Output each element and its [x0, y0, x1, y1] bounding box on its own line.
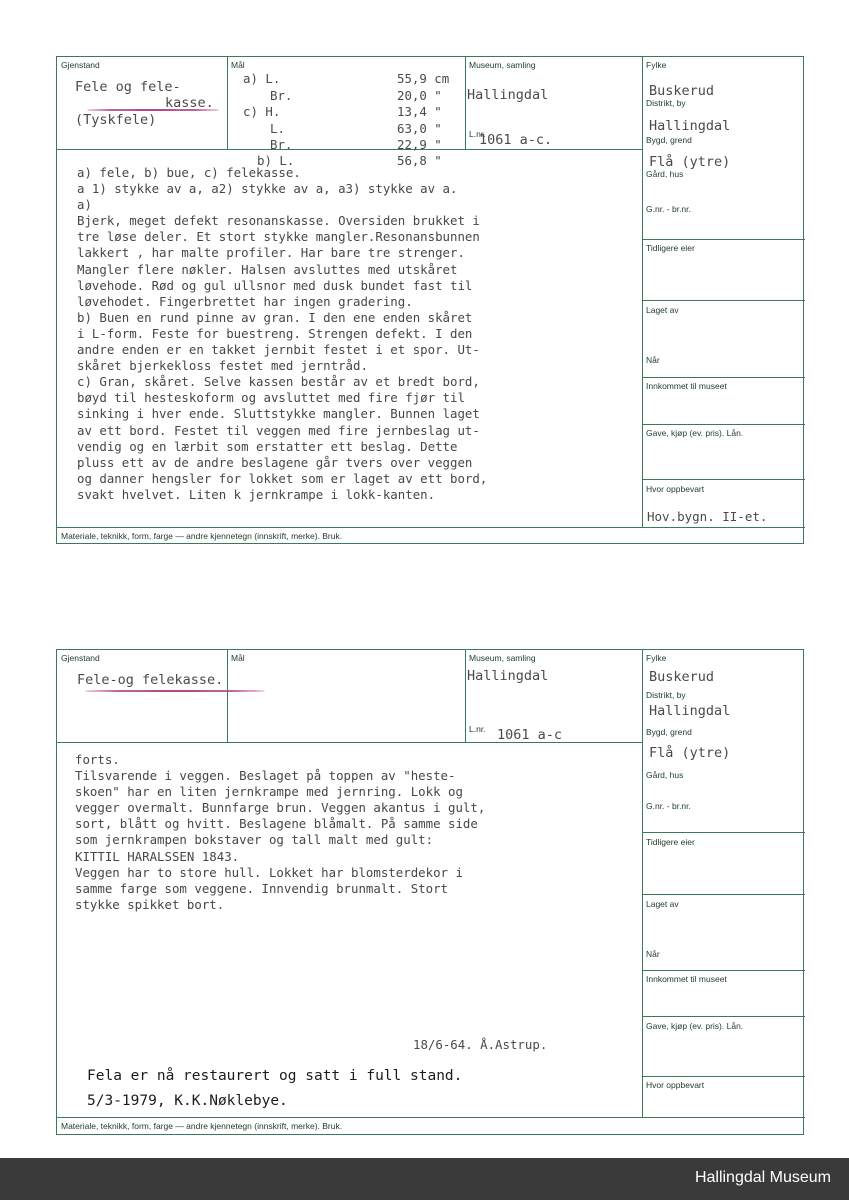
maal-row: Br. 20,0 " [270, 88, 442, 103]
label-gjenstand: Gjenstand [61, 60, 100, 70]
label-tidligere: Tidligere eier [646, 243, 695, 253]
footer-bar [0, 1158, 849, 1200]
grid-line [465, 650, 466, 742]
label-maal: Mål [231, 60, 245, 70]
gjenstand-line: Fele og fele- [75, 79, 181, 95]
description-text: forts. Tilsvarende i veggen. Beslaget på toppen av "heste- skoen" har en liten jernkrampe med jernring. Lokk og vegger overmalt. Bunnfarge brun. Veggen akantus i gult, sort, blått og hvitt. Beslagene blåmalt. På samme side som jernkrampen bokstaver og tall malt med gult: KITTIL HARALSSEN 1843. Veggen har to store hull. Lokket har blomsterdekor i samme farge som veggene. Innvendig brunmalt. Stort stykke spikket bort. [75, 752, 486, 912]
catalog-card-1 [56, 56, 804, 544]
label-gave: Gave, kjøp (ev. pris). Lån. [646, 428, 744, 438]
grid-line [57, 1117, 805, 1118]
footer-brand: Hallingdal Museum [694, 1169, 831, 1186]
lnr-value: 1061 a-c. [479, 132, 553, 148]
grid-line [642, 1076, 805, 1077]
grid-line [642, 424, 805, 425]
label-gjenstand: Gjenstand [61, 653, 100, 663]
grid-line [227, 57, 228, 149]
bygd-value: Flå (ytre) [649, 745, 731, 761]
label-gave: Gave, kjøp (ev. pris). Lån. [646, 1021, 744, 1031]
label-fylke: Fylke [646, 60, 667, 70]
hvor-value: Hov.bygn. II-et. [647, 509, 768, 524]
grid-line [642, 894, 805, 895]
restoration-note: Fela er nå restaurert og satt i full stand. [87, 1068, 463, 1084]
label-maal: Mål [231, 653, 245, 663]
label-innkommet: Innkommet til museet [646, 381, 727, 391]
museum-value: Hallingdal [467, 87, 549, 103]
grid-line [57, 527, 805, 528]
grid-line [642, 377, 805, 378]
label-innkommet: Innkommet til museet [646, 974, 727, 984]
label-lnr: L.nr. [469, 724, 486, 734]
label-hvor: Hvor oppbevart [646, 484, 705, 494]
grid-line [642, 650, 643, 1117]
museum-value: Hallingdal [467, 668, 549, 684]
label-gnr: G.nr. - br.nr. [646, 204, 691, 214]
label-bygd: Bygd, grend [646, 135, 692, 145]
pen-underline-mark [87, 109, 219, 111]
gjenstand-line: (Tyskfele) [75, 112, 157, 128]
grid-line [642, 57, 643, 527]
grid-line [642, 832, 805, 833]
grid-line [642, 239, 805, 240]
distrikt-value: Hallingdal [649, 703, 731, 719]
restoration-note-date: 5/3-1979, K.K.Nøklebye. [87, 1093, 288, 1109]
label-laget: Laget av [646, 305, 679, 315]
gjenstand-value: Fele-og felekasse. [77, 672, 224, 688]
grid-line [642, 300, 805, 301]
grid-line [642, 1016, 805, 1017]
label-tidligere: Tidligere eier [646, 837, 695, 847]
catalog-card-2 [56, 649, 804, 1135]
pen-underline-mark [85, 690, 265, 692]
fylke-value: Buskerud [649, 669, 715, 685]
maal-row: Br. 22,9 " [270, 137, 442, 152]
grid-line [642, 479, 805, 480]
distrikt-value: Hallingdal [649, 118, 731, 134]
grid-line [227, 650, 228, 742]
bygd-value: Flå (ytre) [649, 154, 731, 170]
label-materiale: Materiale, teknikk, form, farge — andre kjennetegn (innskrift, merke). Bruk. [61, 531, 343, 541]
label-naar: Når [646, 949, 660, 959]
description-text: a) fele, b) bue, c) felekasse. a 1) stykke av a, a2) stykke av a, a3) stykke av a. a) Bjerk, meget defekt resonanskasse. Oversiden brukket i tre løse deler. Et stort stykke mangler.Resonansbunnen lakkert , har malte profiler. Har bare tre strenger. Mangler flere nøkler. Halsen avsluttes med utskåret løvehode. Rød og gul ullsnor med dusk bundet fast til løvehodet. Fingerbrettet har ingen gradering. b) Buen en rund pinne av gran. I den ene enden skåret i L-form. Feste for buestreng. Strengen defekt. I den andre enden er en takket jernbit festet i et spor. Ut- skåret bjerkekloss festet med jerntråd. c) Gran, skåret. Selve kassen består av et bredt bord, bøyd til hesteskoform og avsluttet med fire fjør til sinking i hver ende. Sluttstykke mangler. Bunnen laget av ett bord. Festet til veggen med fire jernbeslag ut- vendig og en lærbit som erstatter ett beslag. Dette pluss ett av de andre beslagene går tvers over veggen og danner hengsler for lokket som er laget av ett bord, svakt hvelvet. Liten k jernkrampe i lokk-kanten. [77, 165, 488, 502]
label-bygd: Bygd, grend [646, 727, 692, 737]
label-materiale: Materiale, teknikk, form, farge — andre kjennetegn (innskrift, merke). Bruk. [61, 1121, 343, 1131]
grid-line [465, 57, 466, 149]
lnr-value: 1061 a-c [497, 727, 563, 743]
label-distrikt: Distrikt, by [646, 690, 686, 700]
signature-line: 18/6-64. Å.Astrup. [413, 1037, 548, 1052]
gjenstand-line: kasse. [165, 95, 214, 111]
label-hvor: Hvor oppbevart [646, 1080, 705, 1090]
label-laget: Laget av [646, 899, 679, 909]
fylke-value: Buskerud [649, 83, 715, 99]
maal-row: L. 63,0 " [270, 121, 442, 136]
label-gnr: G.nr. - br.nr. [646, 801, 691, 811]
label-gaard: Gård, hus [646, 770, 684, 780]
label-gaard: Gård, hus [646, 169, 684, 179]
label-museum: Museum, samling [469, 60, 536, 70]
maal-row: c) H. 13,4 " [243, 104, 442, 119]
grid-line [642, 970, 805, 971]
maal-row: b) L. 56,8 " [257, 153, 442, 168]
maal-row: a) L. 55,9 cm [243, 71, 450, 86]
label-distrikt: Distrikt, by [646, 98, 686, 108]
label-lnr: L.nr. [469, 129, 486, 139]
label-fylke: Fylke [646, 653, 667, 663]
label-museum: Museum, samling [469, 653, 536, 663]
label-naar: Når [646, 355, 660, 365]
